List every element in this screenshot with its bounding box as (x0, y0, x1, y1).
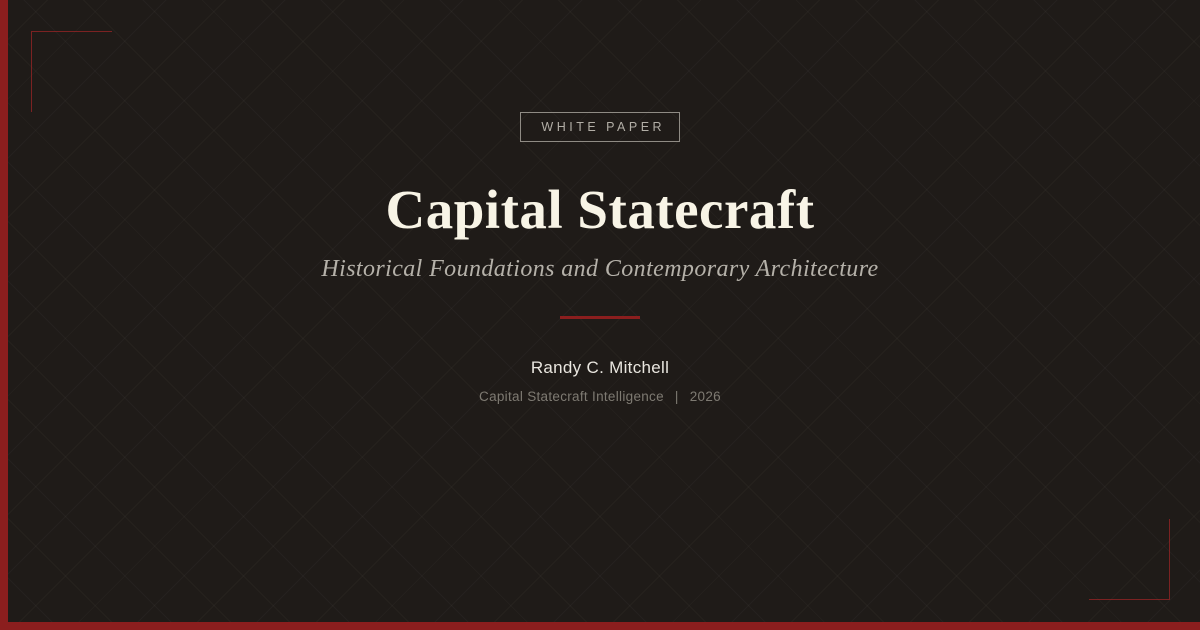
organization-name: Capital Statecraft Intelligence (479, 388, 664, 404)
page-title: Capital Statecraft (385, 179, 815, 240)
white-paper-badge (520, 112, 679, 142)
organization-line (479, 389, 721, 404)
separator: | (674, 388, 679, 404)
page-subtitle: Historical Foundations and Contemporary Architecture (321, 256, 879, 283)
badge-label: WHITE PAPER (541, 120, 666, 134)
title-divider (560, 316, 640, 319)
author-name: Randy C. Mitchell (530, 358, 670, 378)
publication-year: 2026 (689, 388, 721, 404)
